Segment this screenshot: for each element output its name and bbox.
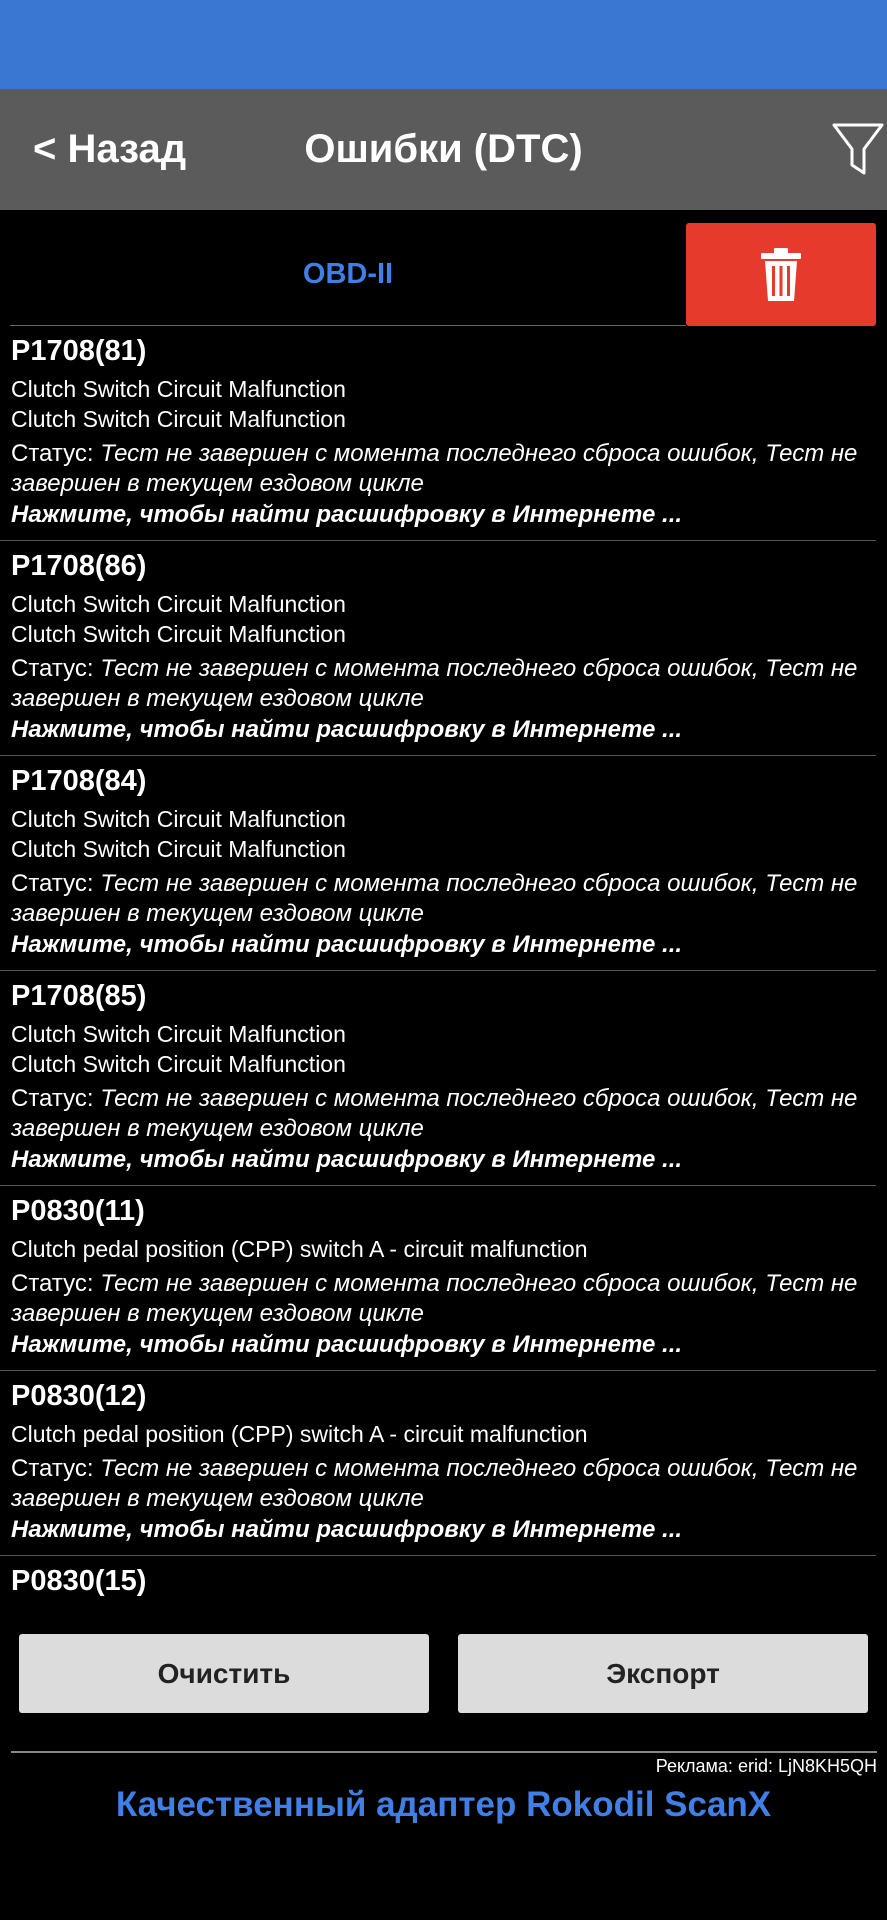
- status-text: Тест не завершен с момента последнего сброса ошибок, Тест не завершен в текущем ездовом цикле: [11, 1455, 858, 1512]
- ad-label: Реклама: erid: LjN8KH5QH: [655, 1756, 877, 1776]
- dtc-item[interactable]: [0, 1556, 876, 1596]
- dtc-status: [11, 1269, 865, 1329]
- action-bar: [0, 1596, 887, 1706]
- tab-obd-ii[interactable]: OBD-II: [302, 257, 394, 290]
- status-prefix: Статус:: [11, 1270, 94, 1297]
- dtc-item[interactable]: [0, 1371, 876, 1556]
- dtc-item[interactable]: [0, 541, 876, 756]
- status-prefix: Статус:: [11, 440, 94, 467]
- status-prefix: Статус:: [11, 655, 94, 682]
- back-button[interactable]: < Назад: [33, 127, 187, 171]
- dtc-code: P1708(84): [11, 765, 147, 797]
- dtc-description: Clutch Switch Circuit Malfunction: [11, 836, 346, 862]
- dtc-status: [11, 869, 865, 929]
- dtc-item[interactable]: [0, 971, 876, 1186]
- dtc-item[interactable]: [0, 326, 876, 541]
- search-online-link[interactable]: Нажмите, чтобы найти расшифровку в Интернете ...: [11, 1146, 683, 1173]
- clear-button[interactable]: Очистить: [19, 1634, 429, 1713]
- status-prefix: Статус:: [11, 1085, 94, 1112]
- dtc-code: P1708(81): [11, 335, 147, 367]
- dtc-item[interactable]: [0, 1186, 876, 1371]
- search-online-link[interactable]: Нажмите, чтобы найти расшифровку в Интернете ...: [11, 716, 683, 743]
- status-text: Тест не завершен с момента последнего сброса ошибок, Тест не завершен в текущем ездовом цикле: [11, 870, 858, 927]
- dtc-status: [11, 439, 865, 499]
- status-bar: [0, 0, 887, 89]
- dtc-description: Clutch Switch Circuit Malfunction: [11, 406, 346, 432]
- status-text: Тест не завершен с момента последнего сброса ошибок, Тест не завершен в текущем ездовом цикле: [11, 1270, 858, 1327]
- dtc-description: Clutch pedal position (CPP) switch A - circuit malfunction: [11, 1421, 588, 1447]
- dtc-item[interactable]: [0, 756, 876, 971]
- dtc-status: [11, 1084, 865, 1144]
- dtc-description: Clutch Switch Circuit Malfunction: [11, 1021, 346, 1047]
- status-text: Тест не завершен с момента последнего сброса ошибок, Тест не завершен в текущем ездовом цикле: [11, 440, 858, 497]
- dtc-description: Clutch pedal position (CPP) switch A - circuit malfunction: [11, 1236, 588, 1262]
- dtc-code: P1708(86): [11, 550, 147, 582]
- dtc-description: Clutch Switch Circuit Malfunction: [11, 591, 346, 617]
- search-online-link[interactable]: Нажмите, чтобы найти расшифровку в Интернете ...: [11, 931, 683, 958]
- delete-button[interactable]: [686, 223, 876, 326]
- status-text: Тест не завершен с момента последнего сброса ошибок, Тест не завершен в текущем ездовом цикле: [11, 655, 858, 712]
- dtc-status: [11, 654, 865, 714]
- ad-link[interactable]: Качественный адаптер Rokodil ScanX: [115, 1785, 772, 1824]
- export-button[interactable]: Экспорт: [458, 1634, 868, 1713]
- filter-icon[interactable]: [830, 119, 886, 179]
- dtc-description: Clutch Switch Circuit Malfunction: [11, 1051, 346, 1077]
- dtc-description: Clutch Switch Circuit Malfunction: [11, 376, 346, 402]
- dtc-description: Clutch Switch Circuit Malfunction: [11, 621, 346, 647]
- search-online-link[interactable]: Нажмите, чтобы найти расшифровку в Интернете ...: [11, 501, 683, 528]
- page-title: Ошибки (DTC): [304, 127, 583, 171]
- status-prefix: Статус:: [11, 870, 94, 897]
- search-online-link[interactable]: Нажмите, чтобы найти расшифровку в Интернете ...: [11, 1516, 683, 1543]
- dtc-description: Clutch Switch Circuit Malfunction: [11, 806, 346, 832]
- status-text: Тест не завершен с момента последнего сброса ошибок, Тест не завершен в текущем ездовом цикле: [11, 1085, 858, 1142]
- status-prefix: Статус:: [11, 1455, 94, 1482]
- dtc-code: P1708(85): [11, 980, 147, 1012]
- trash-icon: [759, 247, 803, 303]
- dtc-code: P0830(15): [11, 1565, 147, 1596]
- search-online-link[interactable]: Нажмите, чтобы найти расшифровку в Интернете ...: [11, 1331, 683, 1358]
- dtc-code: P0830(12): [11, 1380, 147, 1412]
- top-bar: [0, 89, 887, 210]
- dtc-code: P0830(11): [11, 1195, 145, 1227]
- dtc-status: [11, 1454, 865, 1514]
- ad-divider: [11, 1751, 877, 1753]
- dtc-list[interactable]: [0, 326, 887, 1596]
